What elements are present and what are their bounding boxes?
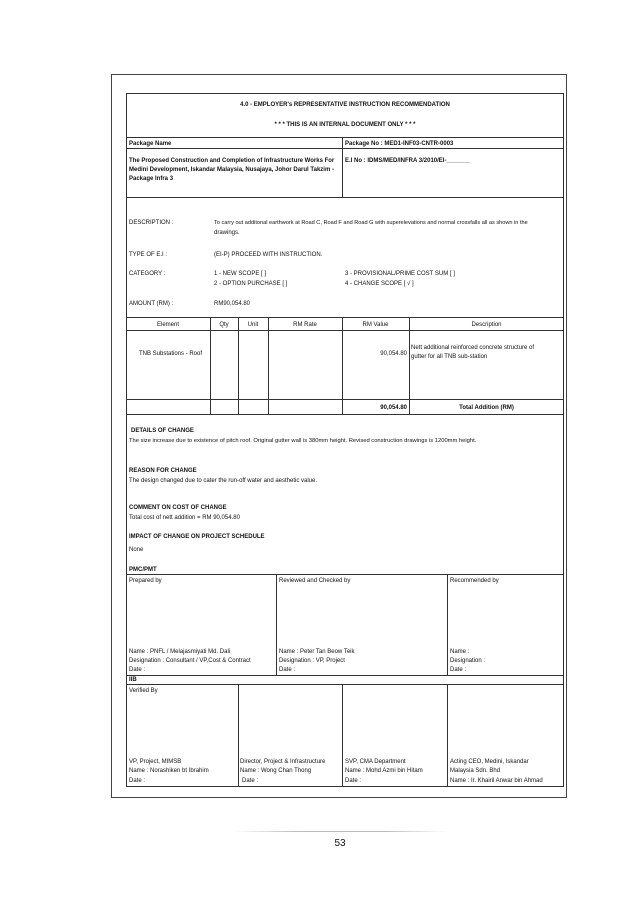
details-title: DETAILS OF CHANGE bbox=[131, 428, 194, 434]
description-label: DESCRIPTION : bbox=[129, 220, 174, 226]
iib-signer3-date: Date : bbox=[345, 778, 362, 784]
table-row-value: 90,054.80 bbox=[380, 351, 407, 357]
table-row-desc-line2: gutter for all TNB sub-station bbox=[411, 354, 488, 360]
table-header-rm-rate: RM Rate bbox=[293, 322, 317, 328]
reviewer-name: Name : Peter Tan Beow Teik bbox=[279, 649, 355, 655]
recommender-date: Date : bbox=[450, 667, 467, 673]
iib-signer2-title: Director, Project & Infrastructure bbox=[240, 759, 326, 765]
table-col-line bbox=[342, 317, 343, 415]
amount-label: AMOUNT (RM) : bbox=[129, 301, 174, 307]
reason-text: The design changed due to cater the run-off water and aesthetic value. bbox=[129, 478, 318, 484]
iib-signer2-date: Date : bbox=[242, 778, 259, 784]
recommended-by-label: Recommended by bbox=[450, 578, 499, 584]
reviewed-by-label: Reviewed and Checked by bbox=[279, 578, 351, 584]
table-total-value: 90,054.80 bbox=[380, 405, 407, 411]
package-name-line2: Medini Development, Iskandar Malaysia, Nusajaya, Johor Darul Takzim - bbox=[129, 167, 334, 173]
category-change-scope: 4 - CHANGE SCOPE [ √ ] bbox=[345, 281, 414, 287]
reviewer-designation: Designation : VP, Project bbox=[279, 658, 345, 664]
table-row-desc-line1: Nett additional reinforced concrete structure of bbox=[411, 345, 535, 351]
recommender-designation: Designation : bbox=[450, 658, 486, 664]
table-col-line bbox=[409, 317, 410, 415]
page-number: 53 bbox=[334, 838, 346, 849]
footer-divider bbox=[234, 831, 448, 832]
iib-signer4-company: Malaysia Sdn. Bhd bbox=[450, 768, 501, 774]
reason-title: REASON FOR CHANGE bbox=[129, 468, 197, 474]
package-name-label: Package Name bbox=[129, 141, 172, 147]
iib-col-line bbox=[238, 684, 239, 787]
category-new-scope: 1 - NEW SCOPE [ ] bbox=[214, 271, 267, 277]
package-name-line1: The Proposed Construction and Completion of Infrastructure Works For bbox=[129, 158, 335, 164]
pmc-col-line bbox=[276, 574, 277, 676]
iib-col-line bbox=[342, 684, 343, 787]
ei-number: E.I No : IDMS/MED/INFRA 3/2010/EI-_______ bbox=[345, 158, 470, 164]
iib-signer3-name: Name : Mohd Azmi bin Hitam bbox=[345, 768, 423, 774]
package-number: Package No : MED1-INF03-CNTR-0003 bbox=[345, 141, 454, 147]
cost-comment-text: Total cost of nett addition = RM 90,054.80 bbox=[129, 515, 240, 521]
preparer-designation: Designation : Consultant / VP,Cost & Contract bbox=[129, 658, 251, 664]
iib-signer1-date: Date : bbox=[129, 778, 146, 784]
iib-verified-line bbox=[126, 684, 564, 685]
schedule-impact-text: None bbox=[129, 547, 144, 553]
category-option-purchase: 2 - OPTION PURCHASE [ ] bbox=[214, 281, 288, 287]
pmc-title: PMC/PMT bbox=[129, 567, 157, 573]
cost-comment-title: COMMENT ON COST OF CHANGE bbox=[129, 505, 227, 511]
form-title: 4.0 - EMPLOYER's REPRESENTATIVE INSTRUCTION RECOMMENDATION bbox=[240, 102, 450, 108]
table-header-description: Description bbox=[471, 322, 502, 328]
table-header-rm-value: RM Value bbox=[362, 322, 389, 328]
table-col-line bbox=[238, 317, 239, 415]
iib-signer1-name: Name : Norashiken bt Ibrahim bbox=[129, 768, 209, 774]
iib-col-line bbox=[447, 684, 448, 787]
package-name-line3: Package Infra 3 bbox=[129, 176, 174, 182]
type-value: (EI-P) PROCEED WITH INSTRUCTION. bbox=[214, 252, 323, 258]
details-text: The size increase due to existence of pitch roof. Original gutter wall is 380mm height. Revised construction drawings is 1200mm height. bbox=[129, 438, 477, 444]
table-row-element: TNB Substations - Roof bbox=[139, 351, 203, 357]
cost-table bbox=[126, 317, 564, 415]
table-col-line bbox=[268, 317, 269, 415]
table-total-label: Total Addition (RM) bbox=[459, 405, 514, 411]
verified-by-label: Verified By bbox=[129, 688, 158, 694]
category-provisional: 3 - PROVISIONAL/PRIME COST SUM [ ] bbox=[345, 271, 455, 277]
category-label: CATEGORY : bbox=[129, 271, 166, 277]
table-total-line bbox=[126, 399, 564, 400]
schedule-impact-title: IMPACT OF CHANGE ON PROJECT SCHEDULE bbox=[129, 534, 265, 540]
table-header-element: Element bbox=[156, 322, 179, 328]
description-line1: To carry out additonal earthwork at Road C, Road F and Road G with superelevations and normal crossfalls all as shown in the bbox=[214, 220, 528, 226]
table-header-qty: Qty bbox=[219, 322, 229, 328]
iib-signer2-name: Name : Wong Chan Thong bbox=[240, 768, 312, 774]
iib-signer3-title: SVP, CMA Department bbox=[345, 759, 406, 765]
preparer-date: Date : bbox=[129, 667, 146, 673]
reviewer-date: Date : bbox=[279, 667, 296, 673]
iib-signer4-title: Acting CEO, Medini, Iskandar bbox=[450, 759, 529, 765]
prepared-by-label: Prepared by bbox=[129, 578, 162, 584]
preparer-name: Name : PNFL / Melajasmiyati Md. Dali bbox=[129, 649, 231, 655]
iib-title: IIB bbox=[129, 677, 137, 683]
package-header-line bbox=[126, 148, 564, 149]
recommender-name: Name : bbox=[450, 649, 470, 655]
table-header-unit: Unit bbox=[247, 322, 259, 328]
iib-signer4-name: Name : Ir. Khairil Anwar bin Ahmad bbox=[450, 778, 543, 784]
iib-signer1-title: VP, Project, MIMSB bbox=[129, 759, 182, 765]
table-header-line bbox=[126, 330, 564, 331]
pmc-col-line bbox=[447, 574, 448, 676]
internal-notice: * * * THIS IS AN INTERNAL DOCUMENT ONLY * * * bbox=[274, 122, 416, 128]
package-divider bbox=[342, 137, 343, 198]
table-col-line bbox=[210, 317, 211, 415]
type-label: TYPE OF E.I : bbox=[129, 252, 168, 258]
amount-value: RM90,054.80 bbox=[214, 301, 251, 307]
description-line2: drawings. bbox=[214, 230, 240, 236]
